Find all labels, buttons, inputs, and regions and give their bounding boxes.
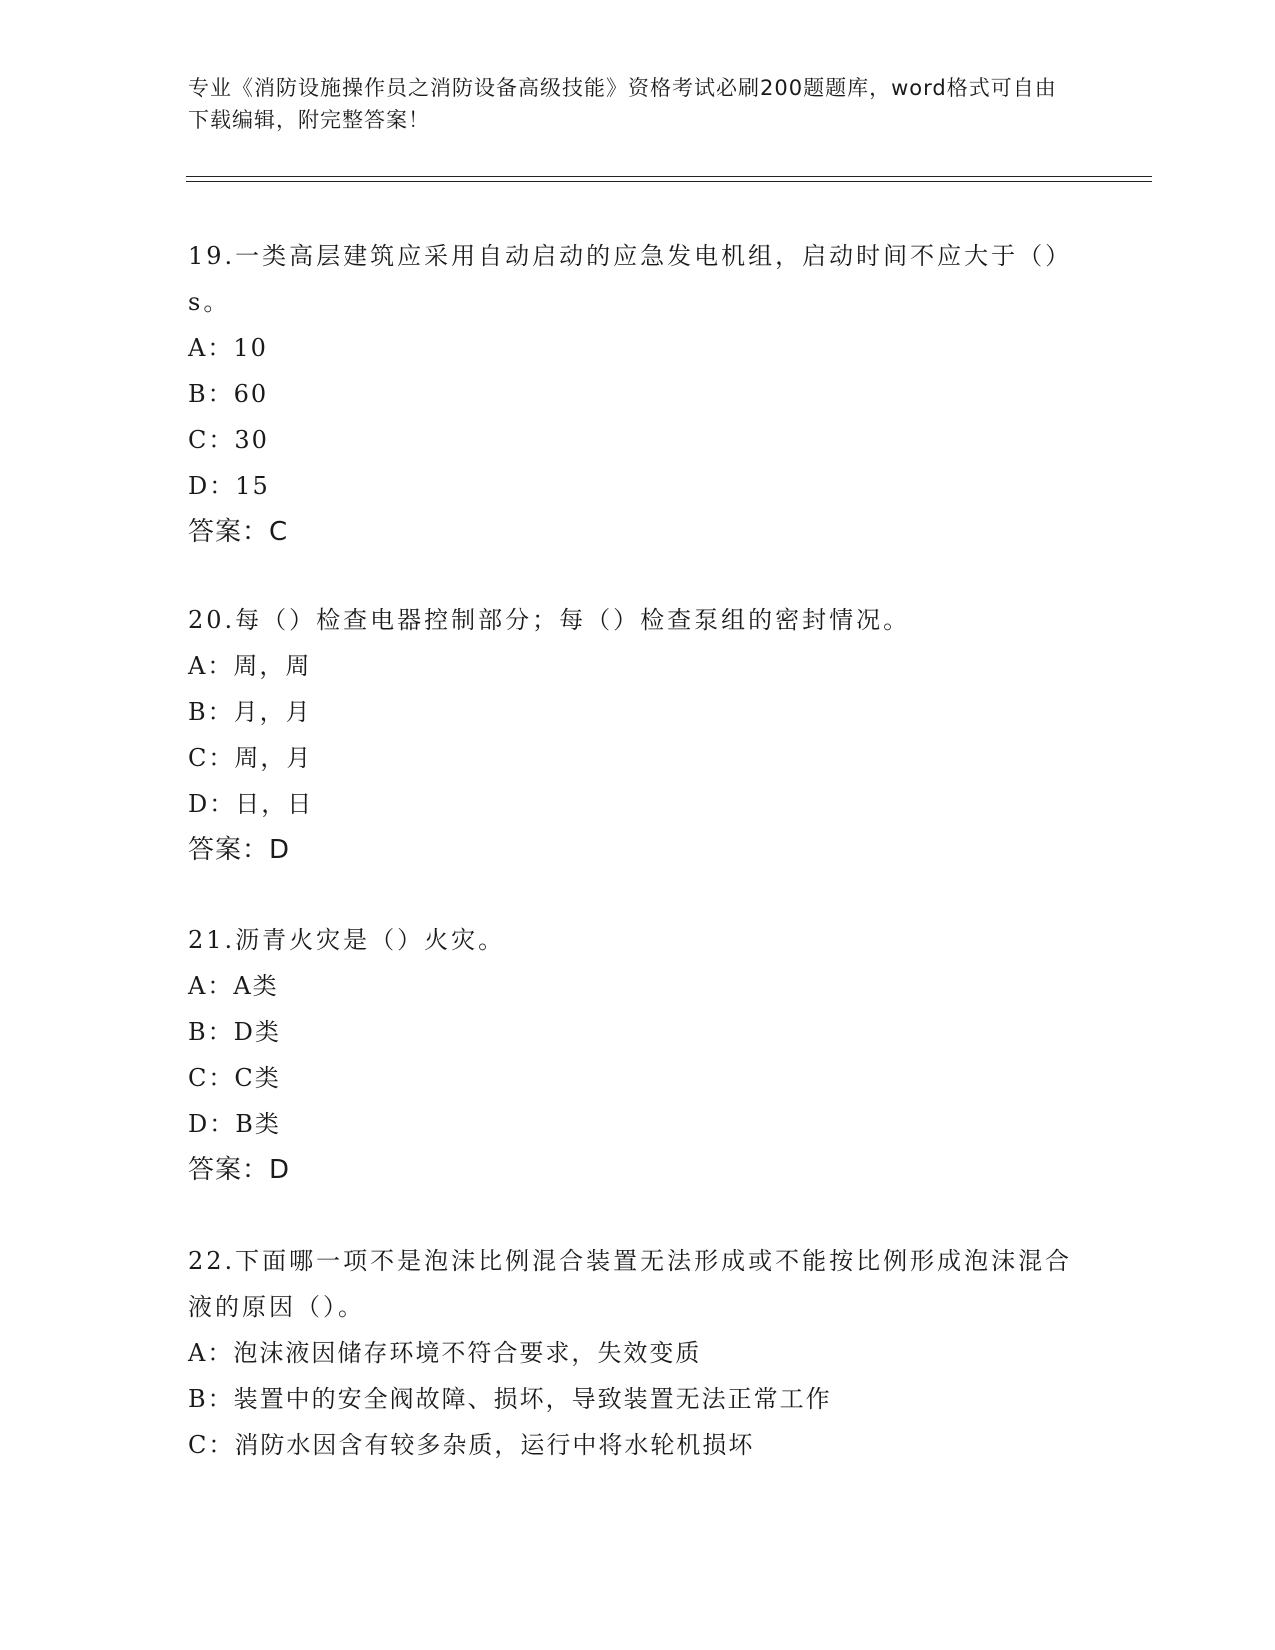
document-intro: 专业《消防设施操作员之消防设备高级技能》资格考试必刷200题题库，word格式可自由下载编辑，附完整答案！ (188, 76, 1057, 132)
question-21 (188, 917, 1088, 1193)
option-d: D：B类 (188, 1110, 281, 1138)
option-d: D：日，日 (188, 790, 314, 818)
option-a: A：周，周 (188, 652, 312, 680)
header-divider-line (186, 176, 1152, 177)
option-d: D：15 (188, 472, 270, 500)
question-22 (188, 1238, 1088, 1468)
question-stem: 21.沥青火灾是（）火灾。 (188, 926, 506, 954)
option-b: B：D类 (188, 1018, 281, 1046)
option-c: C：30 (188, 426, 269, 454)
option-c: C：C类 (188, 1064, 281, 1092)
question-stem: 19.一类高层建筑应采用自动启动的应急发电机组，启动时间不应大于（）s。 (188, 242, 1073, 316)
option-a: A：泡沫液因储存环境不符合要求，失效变质 (188, 1339, 702, 1367)
option-b: B：装置中的安全阀故障、损坏，导致装置无法正常工作 (188, 1385, 832, 1413)
option-b: B：月，月 (188, 698, 312, 726)
question-19 (188, 233, 1088, 555)
option-c: C：周，月 (188, 744, 313, 772)
question-stem: 22.下面哪一项不是泡沫比例混合装置无法形成或不能按比例形成泡沫混合液的原因（）。 (188, 1247, 1073, 1321)
answer-line: 答案：C (188, 517, 289, 547)
option-c: C：消防水因含有较多杂质，运行中将水轮机损坏 (188, 1431, 755, 1459)
option-a: A：10 (188, 334, 268, 362)
header-divider-line-second (186, 181, 1152, 182)
question-stem: 20.每（）检查电器控制部分；每（）检查泵组的密封情况。 (188, 606, 911, 634)
option-b: B：60 (188, 380, 269, 408)
option-a: A：A类 (188, 972, 279, 1000)
answer-line: 答案：D (188, 1155, 291, 1185)
question-20 (188, 597, 1088, 873)
answer-line: 答案：D (188, 835, 291, 865)
